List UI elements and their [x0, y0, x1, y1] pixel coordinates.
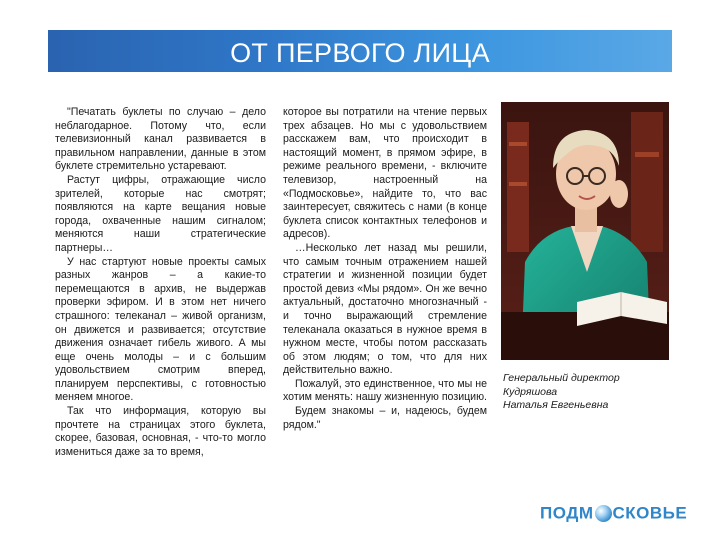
paragraph: Будем знакомы – и, надеюсь, будем рядом."	[283, 405, 487, 431]
article-column-1	[55, 106, 266, 459]
page-title: ОТ ПЕРВОГО ЛИЦА	[230, 38, 490, 68]
caption-name: Наталья Евгеньевна	[503, 399, 609, 411]
paragraph: Растут цифры, отражающие число зрителей, которые нас смотрят; появляются на карте вещания новые города, охваченные нашим сигналом; меняются наши стратегические партнеры…	[55, 173, 266, 254]
caption-role: Генеральный директор	[503, 372, 620, 384]
photo-caption	[503, 372, 663, 413]
paragraph: Пожалуй, это единственное, что мы не хотим менять: нашу жизненную позицию.	[283, 377, 487, 404]
paragraph: "Печатать буклеты по случаю – дело неблагодарное. Потому что, если телевизионный канал развивается в правильном направлении, данные в этом буклете стремительно устаревают.	[55, 106, 266, 173]
caption-surname: Кудряшова	[503, 385, 558, 398]
article-column-2	[283, 106, 487, 432]
logo-text-right: СКОВЬЕ	[612, 503, 688, 523]
globe-icon	[595, 505, 612, 522]
paragraph: …Несколько лет назад мы решили, что самым точным отражением нашей стратегии и жизненной позиции будет простой девиз «Мы рядом». Он же вечно актуальный, достаточно многозначный - и точно выражающий стремление телеканала оказаться в нужное время в нужном месте, чтобы потом рассказать об этом людям; о том, что для них действительно важно.	[283, 241, 487, 377]
paragraph: Так что информация, которую вы прочтете на страницах этого буклета, скорее, базовая, основная, - что-то могло измениться даже за то время,	[55, 405, 266, 458]
paragraph: которое вы потратили на чтение первых трех абзацев. Но мы с удовольствием расскажем вам, что происходит в настоящий момент, в прямом эфире, в режиме реального времени, - включите телевизор, настроенный на «Подмосковье», найдите то, что вас заинтересует, свяжитесь с нами (в конце буклета список контактных телефонов и адресов).	[283, 106, 487, 241]
podmoskovye-logo	[540, 503, 690, 529]
paragraph: У нас стартуют новые проекты самых разных жанров – а какие-то перемещаются в архив, не выдержав проверки эфиром. И в этом нет ничего страшного: телеканал – живой организм, он движется и развивается; отсутствие движения означает гибель живого. А мы еще очень молоды – и с большим удовольствием смотрим вперед, планируем перспективы, с готовностью меняем многое.	[55, 255, 266, 404]
title-banner	[48, 30, 672, 72]
logo-text-left: ПОДМ	[540, 503, 594, 523]
director-photo	[501, 102, 669, 360]
